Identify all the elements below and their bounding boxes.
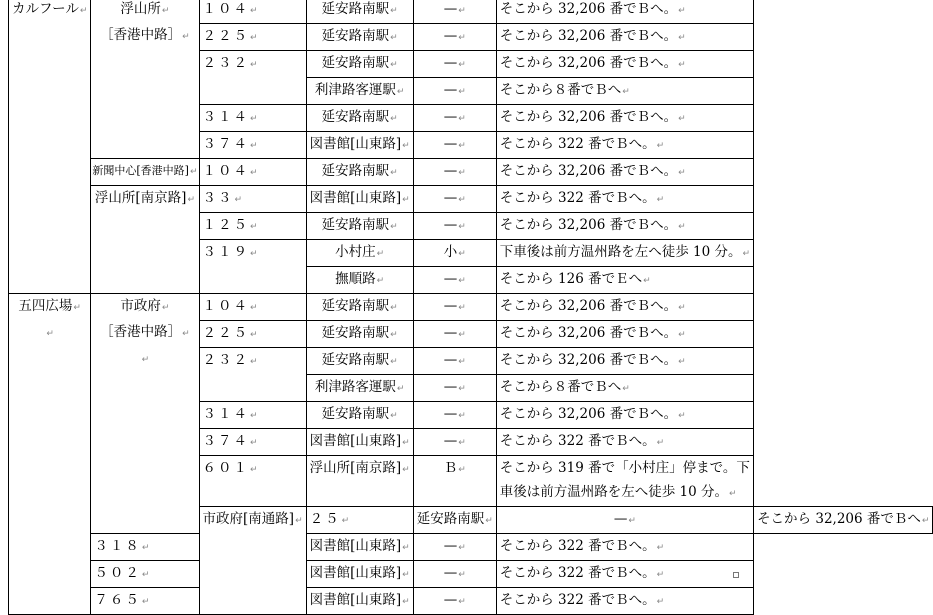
alight-stop-cell: 図書館[山東路]↵ (306, 588, 413, 615)
route-number-cell: ２３２↵ (199, 51, 306, 105)
alight-stop-cell: 延安路南駅↵ (306, 24, 413, 51)
route-number-cell: ３１９↵ (199, 240, 306, 294)
note-cell: そこから 32,206 番でＢへ。↵ (496, 51, 753, 78)
alight-stop-cell: 利津路客運駅↵ (306, 78, 413, 105)
transfer-mode-cell: —↵ (413, 267, 496, 294)
note-cell: そこから 32,206 番でＢへ。↵ (496, 0, 753, 24)
note-cell: そこから 322 番でＢへ。↵ (496, 132, 753, 159)
alight-stop-cell: 図書館[山東路]↵ (306, 429, 413, 456)
route-number-cell: ３３↵ (199, 186, 306, 213)
transfer-mode-cell: —↵ (413, 213, 496, 240)
route-number-cell: ５０２↵ (91, 561, 199, 588)
route-number-cell: １０４↵ (199, 294, 306, 321)
transfer-mode-cell: —↵ (413, 375, 496, 402)
note-cell: そこから 322 番でＢへ。↵ (496, 561, 753, 588)
note-cell: そこから 32,206 番でＢへ。↵ (496, 213, 753, 240)
note-cell: そこから 32,206 番でＢへ↵ (754, 507, 933, 534)
alight-stop-cell: 延安路南駅↵ (306, 213, 413, 240)
bus-route-table (8, 0, 933, 615)
transfer-mode-cell: —↵ (413, 348, 496, 375)
route-number-cell: ３１４↵ (199, 105, 306, 132)
route-number-cell: ３１４↵ (199, 402, 306, 429)
transfer-mode-cell: —↵ (413, 132, 496, 159)
transfer-mode-cell: —↵ (413, 294, 496, 321)
note-cell: そこから 322 番でＢへ。↵ (496, 534, 753, 561)
table-row (9, 588, 933, 615)
route-number-cell: ３７４↵ (199, 132, 306, 159)
table-row (9, 186, 933, 213)
alight-stop-cell: 小村庄↵ (306, 240, 413, 267)
transfer-mode-cell: —↵ (413, 51, 496, 78)
alight-stop-cell: 利津路客運駅↵ (306, 375, 413, 402)
transfer-mode-cell: —↵ (413, 0, 496, 24)
note-cell: そこから８番でＢへ↵ (496, 78, 753, 105)
route-number-cell: １０４↵ (199, 0, 306, 24)
table-row (9, 0, 933, 24)
boarding-stop-cell: 新聞中心[香港中路]↵ (91, 159, 199, 186)
note-cell: そこから 32,206 番でＢへ。↵ (496, 159, 753, 186)
origin-cell: 五四広場↵ ↵ (9, 294, 91, 615)
route-number-cell: ６０１↵ (199, 456, 306, 507)
route-number-cell: ２５↵ (306, 507, 413, 534)
table-row (9, 534, 933, 561)
note-cell: そこから 32,206 番でＢへ。↵ (496, 24, 753, 51)
transfer-mode-cell: —↵ (413, 78, 496, 105)
transfer-mode-cell: Ｂ↵ (413, 456, 496, 507)
route-number-cell: １０４↵ (199, 159, 306, 186)
note-cell: そこから 32,206 番でＢへ。↵ (496, 321, 753, 348)
alight-stop-cell: 延安路南駅↵ (306, 159, 413, 186)
alight-stop-cell: 延安路南駅↵ (306, 402, 413, 429)
route-number-cell: ３７４↵ (199, 429, 306, 456)
alight-stop-cell: 図書館[山東路]↵ (306, 186, 413, 213)
transfer-mode-cell: —↵ (413, 186, 496, 213)
note-cell: そこから 32,206 番でＢへ。↵ (496, 402, 753, 429)
transfer-mode-cell: —↵ (413, 534, 496, 561)
note-cell: そこから 32,206 番でＢへ。↵ (496, 348, 753, 375)
alight-stop-cell: 延安路南駅↵ (306, 348, 413, 375)
alight-stop-cell: 延安路南駅↵ (413, 507, 496, 534)
table-row (9, 561, 933, 588)
route-number-cell: ７６５↵ (91, 588, 199, 615)
alight-stop-cell: 延安路南駅↵ (306, 321, 413, 348)
route-number-cell: ３１８↵ (91, 534, 199, 561)
origin-cell: カルフール↵ (9, 0, 91, 294)
route-number-cell: ２２５↵ (199, 24, 306, 51)
note-cell: そこから 32,206 番でＢへ。↵ (496, 105, 753, 132)
boarding-stop-cell: 市政府↵ ［香港中路］↵ ↵ (91, 294, 199, 534)
note-cell: そこから 319 番で「小村庄」停まで。下車後は前方温州路を左へ徒歩 10 分。↵ (496, 456, 753, 507)
note-cell: そこから 322 番でＢへ。↵ (496, 588, 753, 615)
note-cell: そこから 32,206 番でＢへ。↵ (496, 294, 753, 321)
note-cell: 下車後は前方温州路を左へ徒歩 10 分。↵ (496, 240, 753, 267)
transfer-mode-cell: —↵ (413, 402, 496, 429)
transfer-mode-cell: —↵ (413, 105, 496, 132)
route-number-cell: ２２５↵ (199, 321, 306, 348)
alight-stop-cell: 図書館[山東路]↵ (306, 132, 413, 159)
boarding-stop-cell: 浮山所↵ ［香港中路］↵ (91, 0, 199, 159)
transfer-mode-cell: —↵ (413, 561, 496, 588)
route-number-cell: １２５↵ (199, 213, 306, 240)
table-row (9, 294, 933, 321)
table-row (9, 159, 933, 186)
note-cell: そこから 322 番でＢへ。↵ (496, 186, 753, 213)
transfer-mode-cell: 小↵ (413, 240, 496, 267)
alight-stop-cell: 撫順路↵ (306, 267, 413, 294)
table-resize-handle[interactable] (733, 572, 739, 578)
alight-stop-cell: 延安路南駅↵ (306, 51, 413, 78)
boarding-stop-cell: 浮山所[南京路]↵ (91, 186, 199, 294)
boarding-stop-cell: 市政府[南通路]↵ (199, 507, 306, 615)
alight-stop-cell: 図書館[山東路]↵ (306, 561, 413, 588)
alight-stop-cell: 延安路南駅↵ (306, 105, 413, 132)
note-cell: そこから 322 番でＢへ。↵ (496, 429, 753, 456)
alight-stop-cell: 浮山所[南京路]↵ (306, 456, 413, 507)
transfer-mode-cell: —↵ (413, 321, 496, 348)
transfer-mode-cell: —↵ (413, 159, 496, 186)
transfer-mode-cell: —↵ (413, 24, 496, 51)
alight-stop-cell: 延安路南駅↵ (306, 294, 413, 321)
note-cell: そこから 126 番でＥへ↵ (496, 267, 753, 294)
note-cell: そこから８番でＢへ↵ (496, 375, 753, 402)
alight-stop-cell: 延安路南駅↵ (306, 0, 413, 24)
transfer-mode-cell: —↵ (413, 588, 496, 615)
transfer-mode-cell: —↵ (413, 429, 496, 456)
alight-stop-cell: 図書館[山東路]↵ (306, 534, 413, 561)
route-number-cell: ２３２↵ (199, 348, 306, 402)
transfer-mode-cell: —↵ (496, 507, 753, 534)
